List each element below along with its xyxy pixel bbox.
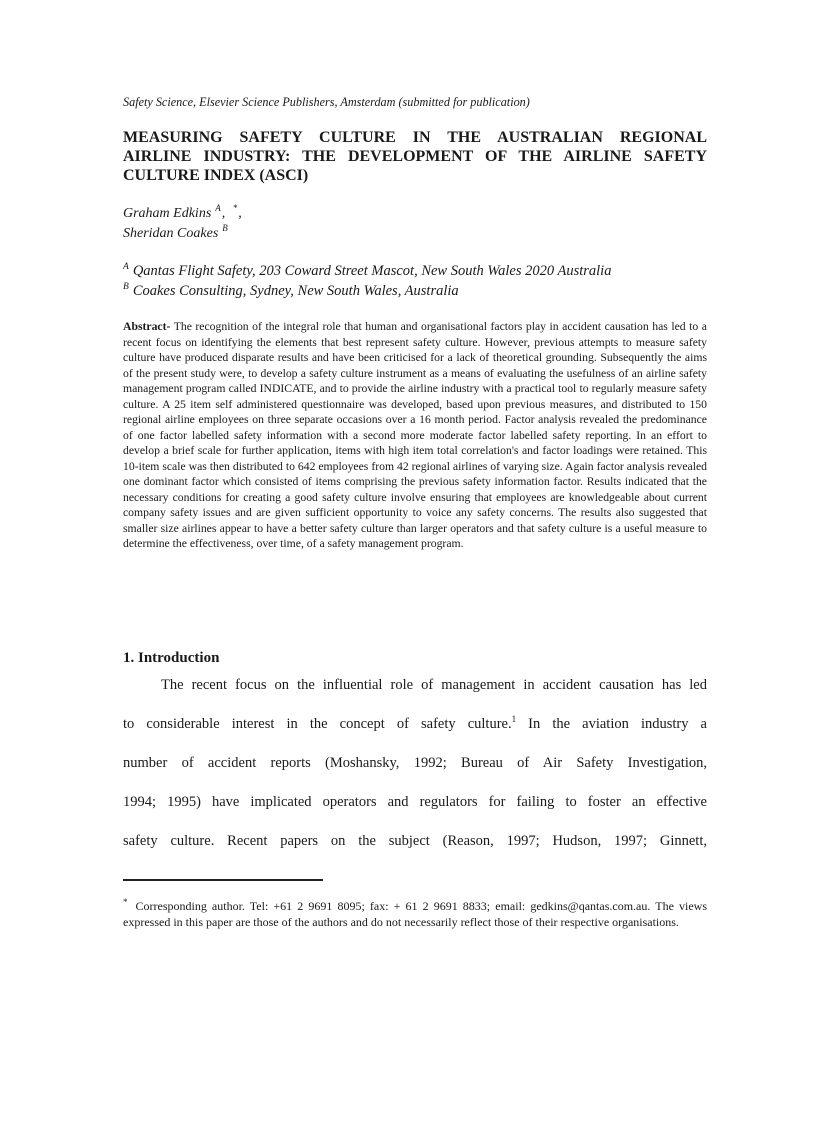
intro-paragraph-line-1: The recent focus on the influential role of management in accident causation has led xyxy=(161,677,707,693)
affiliation-a xyxy=(123,261,707,281)
abstract-label: Abstract- xyxy=(123,320,171,333)
intro-line-2-continuation: In the aviation industry a xyxy=(516,716,707,732)
intro-paragraph-line-2 xyxy=(123,705,707,744)
paper-title-line-2: AIRLINE INDUSTRY: THE DEVELOPMENT OF THE AIRLINE SAFETY xyxy=(123,148,707,165)
affiliation-b xyxy=(123,281,707,301)
paper-title-line-3: CULTURE INDEX (ASCI) xyxy=(123,167,309,184)
footnote-marker: * xyxy=(123,897,128,907)
footnote-divider xyxy=(123,879,323,881)
paper-title xyxy=(123,128,707,185)
author-2-name: Sheridan Coakes xyxy=(123,226,219,241)
author-list xyxy=(123,204,707,244)
corresponding-author-footnote xyxy=(123,898,707,930)
intro-paragraph-line-5: safety culture. Recent papers on the subject (Reason, 1997; Hudson, 1997; Ginnett, xyxy=(123,833,707,849)
abstract-text: The recognition of the integral role that human and organisational factors play in accident causation has led to a recent focus on identifying the elements that best represent safety culture. However, previous attempts to measure safety culture have produced disparate results and have been criticised for a lack of theoretical grounding. Subsequently the aims of the present study were, to develop a safety culture instrument as a means of evaluating the usefulness of an airline safety management program called INDICATE, and to provide the airline industry with a practical tool to regularly measure safety culture. A 25 item self administered questionnaire was developed, based upon previous measures, and distributed to 150 regional airline employees on three separate occasions over a 16 month period. Factor analysis revealed the predominance of one factor labelled safety information with a second more moderate factor labelled safety reporting. In an effort to develop a brief scale for further application, items with high item total correlation's and factor loadings were retained. This 10-item scale was then distributed to 642 employees from 42 regional airlines of varying size. Again factor analysis revealed one dominant factor which consisted of items comprising the previous safety information factor. Results indicated that the necessary conditions for creating a good safety culture involve ensuring that employees are knowledgeable about current company safety issues and are given sufficient opportunity to voice any safety concerns. The results also suggested that smaller size airlines appear to have a better safety culture than larger operators and that safety culture is a useful measure to determine the effectiveness, over time, of a safety management program. xyxy=(123,320,707,550)
affiliation-list xyxy=(123,261,707,301)
author-2-affiliation-mark: B xyxy=(222,223,228,234)
author-2 xyxy=(123,224,707,244)
affiliation-b-text: Coakes Consulting, Sydney, New South Wales, Australia xyxy=(132,283,459,299)
endnote-reference-1: 1 xyxy=(511,714,517,725)
abstract xyxy=(123,319,707,552)
author-1-corresponding-mark: * xyxy=(232,203,238,214)
author-1 xyxy=(123,204,707,224)
section-heading-introduction: 1. Introduction xyxy=(123,650,220,666)
author-1-name: Graham Edkins xyxy=(123,206,212,221)
paper-title-line-1: MEASURING SAFETY CULTURE IN THE AUSTRALIAN REGIONAL xyxy=(123,129,707,146)
author-1-separator: , xyxy=(221,206,229,221)
intro-paragraph-line-4: 1994; 1995) have implicated operators and regulators for failing to foster an effective xyxy=(123,794,707,810)
affiliation-a-mark: A xyxy=(123,262,129,273)
footnote-text: Corresponding author. Tel: +61 2 9691 8095; fax: + 61 2 9691 8833; email: gedkins@qantas.com.au. The views expressed in this paper are those of the authors and do not necessarily reflect those of their respective organisations. xyxy=(123,899,707,929)
intro-paragraph-line-3: number of accident reports (Moshansky, 1992; Bureau of Air Safety Investigation, xyxy=(123,755,707,771)
intro-paragraph xyxy=(123,666,707,861)
journal-header: Safety Science, Elsevier Science Publishers, Amsterdam (submitted for publication) xyxy=(123,95,530,109)
author-1-trailing-comma: , xyxy=(238,206,242,221)
page-content xyxy=(123,0,707,1123)
affiliation-a-text: Qantas Flight Safety, 203 Coward Street Mascot, New South Wales 2020 Australia xyxy=(132,263,612,279)
affiliation-b-mark: B xyxy=(123,282,129,293)
intro-line-2-text: to considerable interest in the concept of safety culture. xyxy=(123,716,512,732)
author-1-affiliation-mark: A xyxy=(215,203,221,214)
